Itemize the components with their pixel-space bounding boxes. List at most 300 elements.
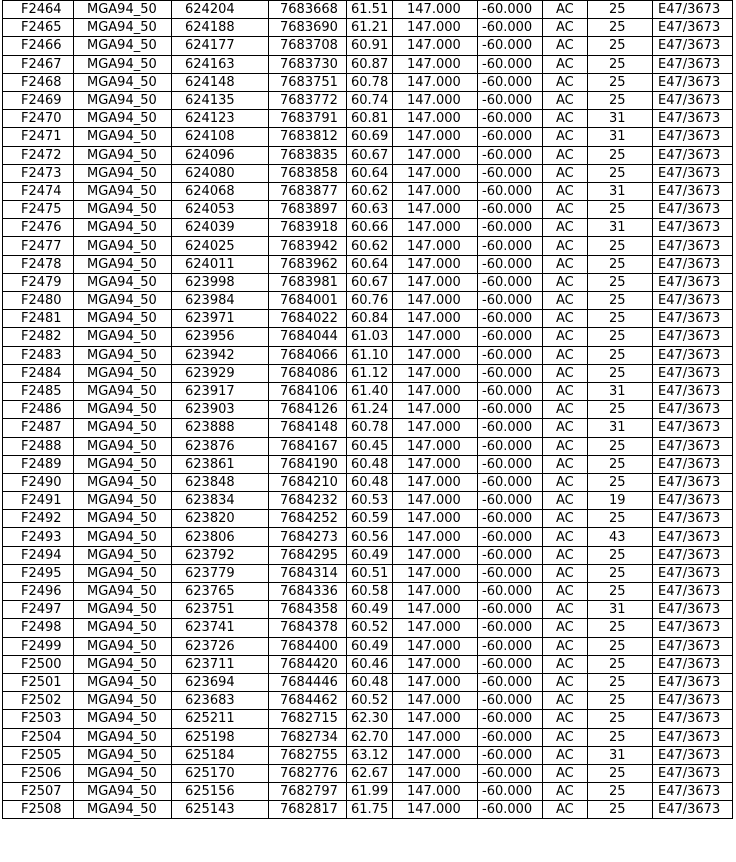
depth-cell: 31 bbox=[588, 110, 653, 128]
tenement-cell: E47/3673 bbox=[653, 764, 733, 782]
table-row bbox=[3, 128, 733, 146]
table-row bbox=[3, 492, 733, 510]
depth-cell: 31 bbox=[588, 601, 653, 619]
azimuth-cell: 147.000 bbox=[393, 201, 478, 219]
table-row bbox=[3, 619, 733, 637]
northing-cell: 7682734 bbox=[269, 728, 347, 746]
table-body bbox=[3, 1, 733, 819]
tenement-cell: E47/3673 bbox=[653, 255, 733, 273]
table-row bbox=[3, 546, 733, 564]
table-row bbox=[3, 728, 733, 746]
tenement-cell: E47/3673 bbox=[653, 310, 733, 328]
depth-cell: 31 bbox=[588, 382, 653, 400]
drill-type-cell: AC bbox=[543, 764, 588, 782]
azimuth-cell: 147.000 bbox=[393, 764, 478, 782]
depth-cell: 25 bbox=[588, 73, 653, 91]
drill-type-cell: AC bbox=[543, 164, 588, 182]
dip-cell: -60.000 bbox=[478, 1, 543, 19]
rl-cell: 61.12 bbox=[347, 364, 393, 382]
rl-cell: 60.67 bbox=[347, 146, 393, 164]
easting-cell: 623711 bbox=[172, 655, 269, 673]
azimuth-cell: 147.000 bbox=[393, 55, 478, 73]
hole-id-cell: F2498 bbox=[3, 619, 74, 637]
tenement-cell: E47/3673 bbox=[653, 19, 733, 37]
table-row bbox=[3, 292, 733, 310]
azimuth-cell: 147.000 bbox=[393, 328, 478, 346]
datum-cell: MGA94_50 bbox=[74, 510, 172, 528]
hole-id-cell: F2491 bbox=[3, 492, 74, 510]
northing-cell: 7684210 bbox=[269, 473, 347, 491]
datum-cell: MGA94_50 bbox=[74, 564, 172, 582]
rl-cell: 60.74 bbox=[347, 91, 393, 109]
rl-cell: 60.76 bbox=[347, 292, 393, 310]
datum-cell: MGA94_50 bbox=[74, 237, 172, 255]
drill-type-cell: AC bbox=[543, 601, 588, 619]
easting-cell: 625156 bbox=[172, 783, 269, 801]
northing-cell: 7683668 bbox=[269, 1, 347, 19]
tenement-cell: E47/3673 bbox=[653, 801, 733, 819]
rl-cell: 60.49 bbox=[347, 637, 393, 655]
depth-cell: 25 bbox=[588, 19, 653, 37]
drill-type-cell: AC bbox=[543, 564, 588, 582]
tenement-cell: E47/3673 bbox=[653, 328, 733, 346]
tenement-cell: E47/3673 bbox=[653, 37, 733, 55]
tenement-cell: E47/3673 bbox=[653, 237, 733, 255]
rl-cell: 61.03 bbox=[347, 328, 393, 346]
easting-cell: 624096 bbox=[172, 146, 269, 164]
easting-cell: 624188 bbox=[172, 19, 269, 37]
northing-cell: 7682755 bbox=[269, 746, 347, 764]
drill-type-cell: AC bbox=[543, 783, 588, 801]
azimuth-cell: 147.000 bbox=[393, 473, 478, 491]
azimuth-cell: 147.000 bbox=[393, 273, 478, 291]
rl-cell: 61.10 bbox=[347, 346, 393, 364]
dip-cell: -60.000 bbox=[478, 764, 543, 782]
table-row bbox=[3, 110, 733, 128]
datum-cell: MGA94_50 bbox=[74, 583, 172, 601]
depth-cell: 31 bbox=[588, 219, 653, 237]
drill-type-cell: AC bbox=[543, 73, 588, 91]
hole-id-cell: F2484 bbox=[3, 364, 74, 382]
easting-cell: 624011 bbox=[172, 255, 269, 273]
depth-cell: 25 bbox=[588, 237, 653, 255]
drill-type-cell: AC bbox=[543, 201, 588, 219]
drill-type-cell: AC bbox=[543, 1, 588, 19]
table-row bbox=[3, 637, 733, 655]
tenement-cell: E47/3673 bbox=[653, 55, 733, 73]
table-row bbox=[3, 310, 733, 328]
table-row bbox=[3, 346, 733, 364]
table-row bbox=[3, 37, 733, 55]
northing-cell: 7684314 bbox=[269, 564, 347, 582]
rl-cell: 60.62 bbox=[347, 182, 393, 200]
azimuth-cell: 147.000 bbox=[393, 637, 478, 655]
azimuth-cell: 147.000 bbox=[393, 401, 478, 419]
rl-cell: 60.46 bbox=[347, 655, 393, 673]
datum-cell: MGA94_50 bbox=[74, 219, 172, 237]
table-row bbox=[3, 382, 733, 400]
datum-cell: MGA94_50 bbox=[74, 382, 172, 400]
datum-cell: MGA94_50 bbox=[74, 55, 172, 73]
tenement-cell: E47/3673 bbox=[653, 619, 733, 637]
easting-cell: 624039 bbox=[172, 219, 269, 237]
depth-cell: 25 bbox=[588, 164, 653, 182]
table-row bbox=[3, 182, 733, 200]
rl-cell: 61.51 bbox=[347, 1, 393, 19]
hole-id-cell: F2500 bbox=[3, 655, 74, 673]
northing-cell: 7684167 bbox=[269, 437, 347, 455]
dip-cell: -60.000 bbox=[478, 619, 543, 637]
tenement-cell: E47/3673 bbox=[653, 492, 733, 510]
easting-cell: 623929 bbox=[172, 364, 269, 382]
datum-cell: MGA94_50 bbox=[74, 419, 172, 437]
depth-cell: 25 bbox=[588, 783, 653, 801]
northing-cell: 7683858 bbox=[269, 164, 347, 182]
hole-id-cell: F2503 bbox=[3, 710, 74, 728]
table-row bbox=[3, 473, 733, 491]
hole-id-cell: F2492 bbox=[3, 510, 74, 528]
northing-cell: 7684252 bbox=[269, 510, 347, 528]
easting-cell: 623984 bbox=[172, 292, 269, 310]
table-row bbox=[3, 564, 733, 582]
dip-cell: -60.000 bbox=[478, 364, 543, 382]
easting-cell: 623861 bbox=[172, 455, 269, 473]
datum-cell: MGA94_50 bbox=[74, 473, 172, 491]
easting-cell: 625170 bbox=[172, 764, 269, 782]
azimuth-cell: 147.000 bbox=[393, 219, 478, 237]
table-row bbox=[3, 237, 733, 255]
rl-cell: 60.48 bbox=[347, 673, 393, 691]
drill-type-cell: AC bbox=[543, 364, 588, 382]
azimuth-cell: 147.000 bbox=[393, 492, 478, 510]
dip-cell: -60.000 bbox=[478, 328, 543, 346]
datum-cell: MGA94_50 bbox=[74, 73, 172, 91]
rl-cell: 60.69 bbox=[347, 128, 393, 146]
northing-cell: 7683791 bbox=[269, 110, 347, 128]
rl-cell: 60.52 bbox=[347, 692, 393, 710]
depth-cell: 25 bbox=[588, 37, 653, 55]
hole-id-cell: F2482 bbox=[3, 328, 74, 346]
azimuth-cell: 147.000 bbox=[393, 382, 478, 400]
easting-cell: 623834 bbox=[172, 492, 269, 510]
northing-cell: 7684086 bbox=[269, 364, 347, 382]
depth-cell: 43 bbox=[588, 528, 653, 546]
azimuth-cell: 147.000 bbox=[393, 73, 478, 91]
datum-cell: MGA94_50 bbox=[74, 310, 172, 328]
dip-cell: -60.000 bbox=[478, 110, 543, 128]
rl-cell: 60.45 bbox=[347, 437, 393, 455]
northing-cell: 7683835 bbox=[269, 146, 347, 164]
tenement-cell: E47/3673 bbox=[653, 673, 733, 691]
table-row bbox=[3, 201, 733, 219]
dip-cell: -60.000 bbox=[478, 637, 543, 655]
easting-cell: 623848 bbox=[172, 473, 269, 491]
dip-cell: -60.000 bbox=[478, 601, 543, 619]
datum-cell: MGA94_50 bbox=[74, 401, 172, 419]
northing-cell: 7684273 bbox=[269, 528, 347, 546]
tenement-cell: E47/3673 bbox=[653, 692, 733, 710]
azimuth-cell: 147.000 bbox=[393, 91, 478, 109]
tenement-cell: E47/3673 bbox=[653, 601, 733, 619]
rl-cell: 60.48 bbox=[347, 455, 393, 473]
hole-id-cell: F2478 bbox=[3, 255, 74, 273]
tenement-cell: E47/3673 bbox=[653, 201, 733, 219]
azimuth-cell: 147.000 bbox=[393, 164, 478, 182]
northing-cell: 7684148 bbox=[269, 419, 347, 437]
dip-cell: -60.000 bbox=[478, 346, 543, 364]
datum-cell: MGA94_50 bbox=[74, 110, 172, 128]
drill-type-cell: AC bbox=[543, 146, 588, 164]
easting-cell: 623876 bbox=[172, 437, 269, 455]
datum-cell: MGA94_50 bbox=[74, 255, 172, 273]
northing-cell: 7683877 bbox=[269, 182, 347, 200]
dip-cell: -60.000 bbox=[478, 455, 543, 473]
northing-cell: 7684420 bbox=[269, 655, 347, 673]
datum-cell: MGA94_50 bbox=[74, 764, 172, 782]
hole-id-cell: F2493 bbox=[3, 528, 74, 546]
table-row bbox=[3, 692, 733, 710]
rl-cell: 60.63 bbox=[347, 201, 393, 219]
dip-cell: -60.000 bbox=[478, 473, 543, 491]
drill-type-cell: AC bbox=[543, 619, 588, 637]
tenement-cell: E47/3673 bbox=[653, 110, 733, 128]
northing-cell: 7684336 bbox=[269, 583, 347, 601]
table-row bbox=[3, 601, 733, 619]
depth-cell: 25 bbox=[588, 437, 653, 455]
tenement-cell: E47/3673 bbox=[653, 728, 733, 746]
depth-cell: 25 bbox=[588, 310, 653, 328]
easting-cell: 624068 bbox=[172, 182, 269, 200]
depth-cell: 25 bbox=[588, 655, 653, 673]
dip-cell: -60.000 bbox=[478, 164, 543, 182]
northing-cell: 7684295 bbox=[269, 546, 347, 564]
depth-cell: 25 bbox=[588, 710, 653, 728]
dip-cell: -60.000 bbox=[478, 546, 543, 564]
depth-cell: 25 bbox=[588, 546, 653, 564]
hole-id-cell: F2490 bbox=[3, 473, 74, 491]
depth-cell: 25 bbox=[588, 201, 653, 219]
easting-cell: 625211 bbox=[172, 710, 269, 728]
easting-cell: 623917 bbox=[172, 382, 269, 400]
datum-cell: MGA94_50 bbox=[74, 346, 172, 364]
northing-cell: 7684400 bbox=[269, 637, 347, 655]
datum-cell: MGA94_50 bbox=[74, 146, 172, 164]
hole-id-cell: F2472 bbox=[3, 146, 74, 164]
easting-cell: 624177 bbox=[172, 37, 269, 55]
northing-cell: 7683730 bbox=[269, 55, 347, 73]
hole-id-cell: F2477 bbox=[3, 237, 74, 255]
drill-type-cell: AC bbox=[543, 728, 588, 746]
easting-cell: 624053 bbox=[172, 201, 269, 219]
drill-type-cell: AC bbox=[543, 455, 588, 473]
table-row bbox=[3, 801, 733, 819]
drill-type-cell: AC bbox=[543, 801, 588, 819]
dip-cell: -60.000 bbox=[478, 310, 543, 328]
northing-cell: 7684106 bbox=[269, 382, 347, 400]
table-row bbox=[3, 328, 733, 346]
azimuth-cell: 147.000 bbox=[393, 292, 478, 310]
tenement-cell: E47/3673 bbox=[653, 273, 733, 291]
hole-id-cell: F2467 bbox=[3, 55, 74, 73]
hole-id-cell: F2499 bbox=[3, 637, 74, 655]
datum-cell: MGA94_50 bbox=[74, 746, 172, 764]
hole-id-cell: F2505 bbox=[3, 746, 74, 764]
tenement-cell: E47/3673 bbox=[653, 437, 733, 455]
rl-cell: 60.64 bbox=[347, 255, 393, 273]
rl-cell: 60.81 bbox=[347, 110, 393, 128]
drill-type-cell: AC bbox=[543, 473, 588, 491]
dip-cell: -60.000 bbox=[478, 91, 543, 109]
northing-cell: 7683690 bbox=[269, 19, 347, 37]
table-row bbox=[3, 419, 733, 437]
rl-cell: 61.24 bbox=[347, 401, 393, 419]
rl-cell: 61.75 bbox=[347, 801, 393, 819]
northing-cell: 7684001 bbox=[269, 292, 347, 310]
northing-cell: 7683772 bbox=[269, 91, 347, 109]
datum-cell: MGA94_50 bbox=[74, 783, 172, 801]
drill-type-cell: AC bbox=[543, 546, 588, 564]
northing-cell: 7684044 bbox=[269, 328, 347, 346]
hole-id-cell: F2475 bbox=[3, 201, 74, 219]
easting-cell: 623741 bbox=[172, 619, 269, 637]
azimuth-cell: 147.000 bbox=[393, 437, 478, 455]
datum-cell: MGA94_50 bbox=[74, 328, 172, 346]
datum-cell: MGA94_50 bbox=[74, 164, 172, 182]
hole-id-cell: F2466 bbox=[3, 37, 74, 55]
drill-type-cell: AC bbox=[543, 437, 588, 455]
northing-cell: 7684066 bbox=[269, 346, 347, 364]
northing-cell: 7684126 bbox=[269, 401, 347, 419]
drill-type-cell: AC bbox=[543, 128, 588, 146]
hole-id-cell: F2497 bbox=[3, 601, 74, 619]
azimuth-cell: 147.000 bbox=[393, 564, 478, 582]
drill-type-cell: AC bbox=[543, 492, 588, 510]
easting-cell: 623956 bbox=[172, 328, 269, 346]
hole-id-cell: F2501 bbox=[3, 673, 74, 691]
hole-id-cell: F2486 bbox=[3, 401, 74, 419]
dip-cell: -60.000 bbox=[478, 673, 543, 691]
table-row bbox=[3, 19, 733, 37]
table-row bbox=[3, 655, 733, 673]
tenement-cell: E47/3673 bbox=[653, 73, 733, 91]
azimuth-cell: 147.000 bbox=[393, 255, 478, 273]
dip-cell: -60.000 bbox=[478, 19, 543, 37]
datum-cell: MGA94_50 bbox=[74, 19, 172, 37]
hole-id-cell: F2473 bbox=[3, 164, 74, 182]
drill-type-cell: AC bbox=[543, 655, 588, 673]
depth-cell: 25 bbox=[588, 55, 653, 73]
northing-cell: 7684022 bbox=[269, 310, 347, 328]
drill-type-cell: AC bbox=[543, 673, 588, 691]
tenement-cell: E47/3673 bbox=[653, 473, 733, 491]
hole-id-cell: F2464 bbox=[3, 1, 74, 19]
tenement-cell: E47/3673 bbox=[653, 710, 733, 728]
depth-cell: 25 bbox=[588, 455, 653, 473]
dip-cell: -60.000 bbox=[478, 510, 543, 528]
table-row bbox=[3, 273, 733, 291]
datum-cell: MGA94_50 bbox=[74, 273, 172, 291]
easting-cell: 624204 bbox=[172, 1, 269, 19]
dip-cell: -60.000 bbox=[478, 655, 543, 673]
rl-cell: 60.51 bbox=[347, 564, 393, 582]
drill-type-cell: AC bbox=[543, 692, 588, 710]
drill-type-cell: AC bbox=[543, 382, 588, 400]
table-row bbox=[3, 401, 733, 419]
dip-cell: -60.000 bbox=[478, 55, 543, 73]
tenement-cell: E47/3673 bbox=[653, 1, 733, 19]
easting-cell: 623694 bbox=[172, 673, 269, 691]
rl-cell: 60.49 bbox=[347, 601, 393, 619]
rl-cell: 60.78 bbox=[347, 73, 393, 91]
hole-id-cell: F2508 bbox=[3, 801, 74, 819]
northing-cell: 7683708 bbox=[269, 37, 347, 55]
azimuth-cell: 147.000 bbox=[393, 801, 478, 819]
hole-id-cell: F2469 bbox=[3, 91, 74, 109]
easting-cell: 623888 bbox=[172, 419, 269, 437]
tenement-cell: E47/3673 bbox=[653, 546, 733, 564]
datum-cell: MGA94_50 bbox=[74, 528, 172, 546]
hole-id-cell: F2470 bbox=[3, 110, 74, 128]
northing-cell: 7683942 bbox=[269, 237, 347, 255]
dip-cell: -60.000 bbox=[478, 237, 543, 255]
drill-type-cell: AC bbox=[543, 746, 588, 764]
easting-cell: 623726 bbox=[172, 637, 269, 655]
dip-cell: -60.000 bbox=[478, 273, 543, 291]
hole-id-cell: F2476 bbox=[3, 219, 74, 237]
hole-id-cell: F2474 bbox=[3, 182, 74, 200]
tenement-cell: E47/3673 bbox=[653, 655, 733, 673]
tenement-cell: E47/3673 bbox=[653, 91, 733, 109]
azimuth-cell: 147.000 bbox=[393, 1, 478, 19]
azimuth-cell: 147.000 bbox=[393, 583, 478, 601]
dip-cell: -60.000 bbox=[478, 492, 543, 510]
rl-cell: 61.40 bbox=[347, 382, 393, 400]
easting-cell: 623751 bbox=[172, 601, 269, 619]
rl-cell: 62.67 bbox=[347, 764, 393, 782]
drill-type-cell: AC bbox=[543, 710, 588, 728]
table-row bbox=[3, 510, 733, 528]
datum-cell: MGA94_50 bbox=[74, 546, 172, 564]
table-row bbox=[3, 746, 733, 764]
datum-cell: MGA94_50 bbox=[74, 601, 172, 619]
easting-cell: 624108 bbox=[172, 128, 269, 146]
tenement-cell: E47/3673 bbox=[653, 146, 733, 164]
depth-cell: 25 bbox=[588, 673, 653, 691]
table-row bbox=[3, 219, 733, 237]
depth-cell: 31 bbox=[588, 746, 653, 764]
table-row bbox=[3, 164, 733, 182]
easting-cell: 623998 bbox=[172, 273, 269, 291]
northing-cell: 7684462 bbox=[269, 692, 347, 710]
depth-cell: 25 bbox=[588, 619, 653, 637]
hole-id-cell: F2487 bbox=[3, 419, 74, 437]
azimuth-cell: 147.000 bbox=[393, 182, 478, 200]
drill-type-cell: AC bbox=[543, 310, 588, 328]
depth-cell: 31 bbox=[588, 128, 653, 146]
depth-cell: 25 bbox=[588, 583, 653, 601]
dip-cell: -60.000 bbox=[478, 419, 543, 437]
azimuth-cell: 147.000 bbox=[393, 528, 478, 546]
rl-cell: 60.91 bbox=[347, 37, 393, 55]
datum-cell: MGA94_50 bbox=[74, 37, 172, 55]
datum-cell: MGA94_50 bbox=[74, 1, 172, 19]
dip-cell: -60.000 bbox=[478, 128, 543, 146]
drill-type-cell: AC bbox=[543, 19, 588, 37]
rl-cell: 60.49 bbox=[347, 546, 393, 564]
table-row bbox=[3, 1, 733, 19]
rl-cell: 61.21 bbox=[347, 19, 393, 37]
rl-cell: 60.52 bbox=[347, 619, 393, 637]
